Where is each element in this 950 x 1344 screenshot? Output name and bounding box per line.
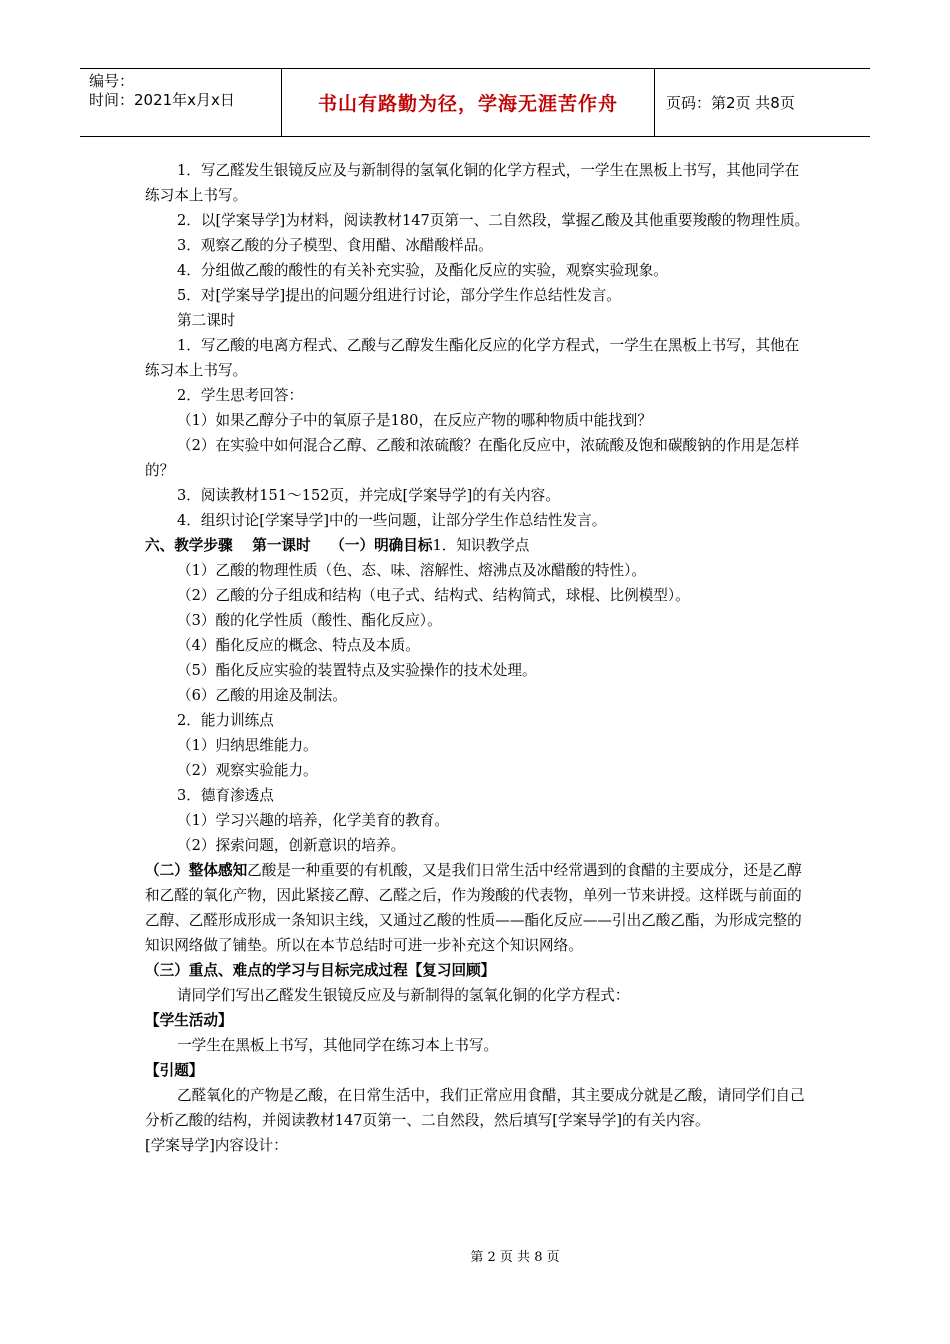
header-motto: 书山有路勤为径，学海无涯苦作舟	[282, 69, 655, 136]
list-item: （1）学习兴趣的培养，化学美育的教育。	[177, 812, 449, 829]
paragraph: 一学生在黑板上书写，其他同学在练习本上书写。	[177, 1037, 499, 1054]
section-heading: 【学生活动】	[145, 1012, 233, 1029]
section-rest: 1．知识教学点	[432, 537, 530, 554]
paragraph: 2．学生思考回答：	[177, 387, 304, 404]
paragraph: 乙醛氧化的产物是乙酸，在日常生活中，我们正常应用食醋，其主要成分就是乙酸，请同学们自己分析乙酸的结构，并阅读教材147页第一、二自然段，然后填写[学案导学]的有关内容。	[145, 1087, 805, 1129]
paragraph: （1）如果乙醇分子中的氧原子是180，在反应产物的哪种物质中能找到？	[177, 412, 652, 429]
header-meta	[80, 69, 282, 136]
paragraph: 请同学们写出乙醛发生银镜反应及与新制得的氢氧化铜的化学方程式：	[177, 987, 630, 1004]
list-item: （3）酸的化学性质（酸性、酯化反应）。	[177, 612, 442, 629]
subheading: 2．能力训练点	[177, 712, 274, 729]
paragraph: 3．阅读教材151～152页，并完成[学案导学]的有关内容。	[177, 487, 560, 504]
paragraph: 3．观察乙酸的分子模型、食用醋、冰醋酸样品。	[177, 237, 493, 254]
paragraph: （2）在实验中如何混合乙醇、乙酸和浓硫酸？在酯化反应中，浓硫酸及饱和碳酸钠的作用是怎样的？	[145, 437, 800, 479]
paragraph	[145, 858, 813, 958]
list-item: （6）乙酸的用途及制法。	[177, 687, 347, 704]
list-item: （2）乙酸的分子组成和结构（电子式、结构式、结构简式，球棍、比例模型）。	[177, 587, 690, 604]
page-header	[80, 68, 870, 137]
page-footer	[0, 1246, 950, 1265]
list-item: （2）探索问题，创新意识的培养。	[177, 837, 406, 854]
list-item: （2）观察实验能力。	[177, 762, 318, 779]
section-heading: （三）重点、难点的学习与目标完成过程【复习回顾】	[145, 962, 496, 979]
paragraph: 4．组织讨论[学案导学]中的一些问题，让部分学生作总结性发言。	[177, 512, 607, 529]
paragraph: 1．写乙醛发生银镜反应及与新制得的氢氧化铜的化学方程式，一学生在黑板上书写，其他同学在练习本上书写。	[145, 162, 800, 204]
subheading: 3．德育渗透点	[177, 787, 274, 804]
footer-page-number: 第 2 页 共 8 页	[470, 1250, 560, 1265]
section-title: （二）整体感知	[145, 862, 248, 879]
paragraph: 4．分组做乙酸的酸性的有关补充实验，及酯化反应的实验，观察实验现象。	[177, 262, 668, 279]
document-body	[145, 158, 813, 1158]
time-label: 时间：2021年x月x日	[89, 91, 235, 109]
section-title: 六、教学步骤 第一课时 （一）明确目标	[145, 537, 433, 554]
list-item: （1）归纳思维能力。	[177, 737, 318, 754]
list-item: （5）酯化反应实验的装置特点及实验操作的技术处理。	[177, 662, 537, 679]
list-item: （1）乙酸的物理性质（色、态、味、溶解性、熔沸点及冰醋酸的特性）。	[177, 562, 646, 579]
list-item: （4）酯化反应的概念、特点及本质。	[177, 637, 420, 654]
number-label: 编号：	[89, 72, 135, 90]
paragraph: [学案导学]内容设计：	[145, 1137, 288, 1154]
subheading: 第二课时	[177, 312, 236, 329]
header-page-label: 页码：第2页 共8页	[666, 94, 795, 112]
paragraph: 2．以[学案导学]为材料，阅读教材147页第一、二自然段，掌握乙酸及其他重要羧酸的物理性质。	[177, 212, 810, 229]
section-text: 乙酸是一种重要的有机酸，又是我们日常生活中经常遇到的食醋的主要成分，还是乙醇和乙醛的氧化产物，因此紧接乙醇、乙醛之后，作为羧酸的代表物，单列一节来讲授。这样既与前面的乙醇、乙醛形成形成一条知识主线，又通过乙酸的性质——酯化反应——引出乙酸乙酯，为形成完整的知识网络做了铺垫。所以在本节总结时可进一步补充这个知识网络。	[145, 862, 802, 954]
section-heading	[145, 533, 813, 558]
paragraph: 1．写乙酸的电离方程式、乙酸与乙醇发生酯化反应的化学方程式，一学生在黑板上书写，其他在练习本上书写。	[145, 337, 800, 379]
section-heading: 【引题】	[145, 1062, 204, 1079]
paragraph: 5．对[学案导学]提出的问题分组进行讨论，部分学生作总结性发言。	[177, 287, 621, 304]
